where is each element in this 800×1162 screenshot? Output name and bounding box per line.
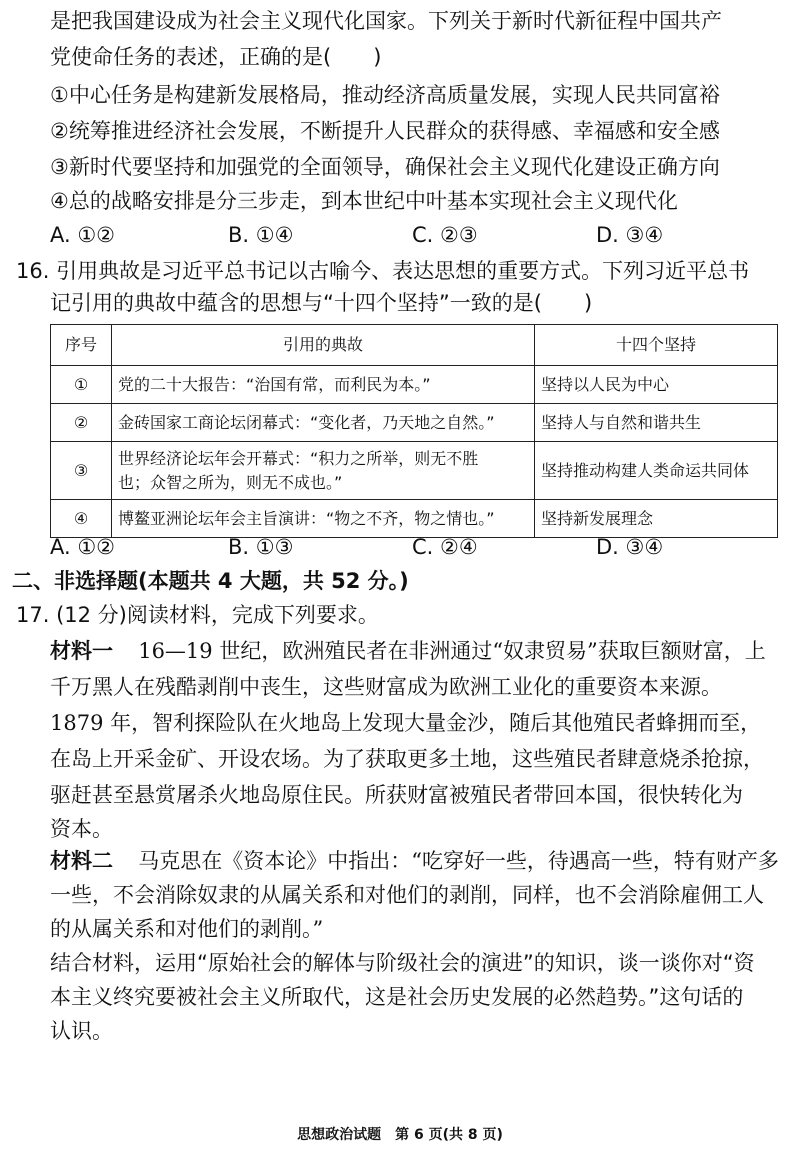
table-row: [51, 442, 778, 500]
material2-text: 马克思在《资本论》中指出：“吃穿好一些，待遇高一些，特有财产多: [138, 849, 779, 873]
q15-option-a[interactable]: A. ①②: [50, 223, 115, 247]
material1-text: 16—19 世纪，欧洲殖民者在非洲通过“奴隶贸易”获取巨额财富，上: [138, 639, 766, 663]
table-header-num: 序号: [51, 325, 112, 366]
q16-option-c[interactable]: C. ②④: [412, 535, 478, 559]
row-quote-line1: 世界经济论坛年会开幕式：“积力之所举，则无不胜: [118, 448, 479, 468]
q15-item-2: ②统筹推进经济社会发展，不断提升人民群众的获得感、幸福感和安全感: [50, 119, 720, 143]
row-quote-line2: 也；众智之所为，则无不成也。”: [118, 472, 343, 492]
row-principle: 坚持人与自然和谐共生: [535, 404, 778, 442]
row-num: ①: [51, 366, 112, 404]
section2-heading: 二、非选择题(本题共 4 大题，共 52 分。): [12, 569, 409, 593]
q17-material2-line1: [50, 846, 779, 876]
q17-material1-line3: 1879 年，智利探险队在火地岛上发现大量金沙，随后其他殖民者蜂拥而至，: [50, 711, 762, 735]
material2-label: 材料二: [50, 849, 113, 873]
q17-material1-line1: [50, 636, 766, 666]
q15-item-1: ①中心任务是构建新发展格局，推动经济高质量发展，实现人民共同富裕: [50, 83, 720, 107]
q17-material1-line5: 驱赶甚至悬赏屠杀火地岛原住民。所获财富被殖民者带回本国，很快转化为: [50, 783, 743, 807]
row-quote: 党的二十大报告：“治国有常，而利民为本。”: [112, 366, 535, 404]
q17-material2-line2: 一些，不会消除奴隶的从属关系和对他们的剥削，同样，也不会消除雇佣工人: [50, 883, 764, 907]
q15-stem-line1: 是把我国建设成为社会主义现代化国家。下列关于新时代新征程中国共产: [50, 9, 722, 33]
q17-task-line2: 本主义终究要被社会主义所取代，这是社会历史发展的必然趋势。”这句话的: [50, 985, 744, 1009]
q17-material1-line4: 在岛上开采金矿、开设农场。为了获取更多土地，这些殖民者肆意烧杀抢掠，: [50, 747, 764, 771]
table-header-principle: 十四个坚持: [535, 325, 778, 366]
row-principle: 坚持推动构建人类命运共同体: [535, 442, 778, 500]
q15-stem-line2: 党使命任务的表述，正确的是( ): [50, 45, 382, 69]
row-quote: 博鳌亚洲论坛年会主旨演讲：“物之不齐，物之情也。”: [112, 500, 535, 538]
table-row: [51, 404, 778, 442]
q16-option-a[interactable]: A. ①②: [50, 535, 115, 559]
q17-task-line1: 结合材料，运用“原始社会的解体与阶级社会的演进”的知识，谈一谈你对“资: [50, 951, 755, 975]
q15-item-3: ③新时代要坚持和加强党的全面领导，确保社会主义现代化建设正确方向: [50, 155, 720, 179]
q17-stem: 17. (12 分)阅读材料，完成下列要求。: [16, 603, 379, 627]
q15-item-4: ④总的战略安排是分三步走，到本世纪中叶基本实现社会主义现代化: [50, 189, 678, 213]
q15-option-b[interactable]: B. ①④: [228, 223, 294, 247]
q16-stem-line2: 记引用的典故中蕴含的思想与“十四个坚持”一致的是( ): [50, 291, 593, 315]
q15-option-c[interactable]: C. ②③: [412, 223, 478, 247]
q17-material1-line2: 千万黑人在残酷剥削中丧生，这些财富成为欧洲工业化的重要资本来源。: [50, 675, 722, 699]
q16-stem-line1: 16. 引用典故是习近平总书记以古喻今、表达思想的重要方式。下列习近平总书: [16, 259, 750, 283]
row-principle: 坚持新发展理念: [535, 500, 778, 538]
row-quote: 金砖国家工商论坛闭幕式：“变化者，乃天地之自然。”: [112, 404, 535, 442]
table-row: [51, 366, 778, 404]
row-principle: 坚持以人民为中心: [535, 366, 778, 404]
q17-material2-line3: 的从属关系和对他们的剥削。”: [50, 917, 324, 941]
material1-label: 材料一: [50, 639, 113, 663]
q16-option-b[interactable]: B. ①③: [228, 535, 294, 559]
q17-task-line3: 认识。: [50, 1019, 113, 1043]
q15-options: [50, 220, 750, 250]
q17-material1-line6: 资本。: [50, 817, 113, 841]
q16-option-d[interactable]: D. ③④: [596, 535, 664, 559]
row-num: ③: [51, 442, 112, 500]
row-quote: [112, 442, 535, 500]
q15-option-d[interactable]: D. ③④: [596, 223, 664, 247]
row-num: ④: [51, 500, 112, 538]
q16-options: [50, 532, 750, 562]
table-header-quote: 引用的典故: [112, 325, 535, 366]
row-num: ②: [51, 404, 112, 442]
q16-table: [50, 324, 778, 538]
page-footer: 思想政治试题 第 6 页(共 8 页): [297, 1127, 503, 1143]
